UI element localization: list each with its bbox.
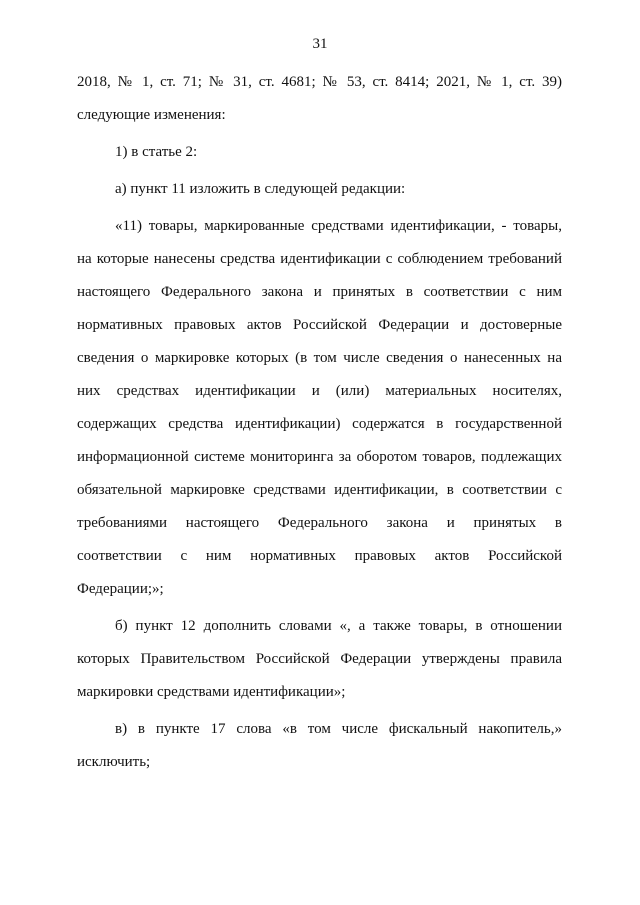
text-line: Федерации;»; <box>77 581 164 597</box>
text-line: обязательной маркировке средствами идентификации, в соответствии с <box>77 482 562 498</box>
text-line: 2018, № 1, ст. 71; № 31, ст. 4681; № 53, ст. 8414; 2021, № 1, ст. 39) <box>77 74 562 90</box>
text-line: «11) товары, маркированные средствами идентификации, - товары, <box>115 218 562 234</box>
text-line: информационной системе мониторинга за оборотом товаров, подлежащих <box>77 449 562 465</box>
text-line: б) пункт 12 дополнить словами «, а также товары, в отношении <box>115 618 562 634</box>
text-line: настоящего Федерального закона и принятых в соответствии с ним <box>77 284 562 300</box>
text-line: содержащих средства идентификации) содержатся в государственной <box>77 416 562 432</box>
text-line: 1) в статье 2: <box>115 144 198 160</box>
text-line: а) пункт 11 изложить в следующей редакции: <box>115 181 406 197</box>
text-line: исключить; <box>77 754 151 770</box>
text-line: нормативных правовых актов Российской Федерации и достоверные <box>77 317 562 333</box>
text-line: требованиями настоящего Федерального закона и принятых в <box>77 515 562 531</box>
text-line: маркировки средствами идентификации»; <box>77 684 346 700</box>
text-line: следующие изменения: <box>77 107 226 123</box>
text-line: соответствии с ним нормативных правовых актов Российской <box>77 548 562 564</box>
text-line: них средствах идентификации и (или) материальных носителях, <box>77 383 562 399</box>
text-line: в) в пункте 17 слова «в том числе фискальный накопитель,» <box>115 721 562 737</box>
text-line: которых Правительством Российской Федерации утверждены правила <box>77 651 562 667</box>
document-body <box>77 66 562 779</box>
page-number: 31 <box>312 36 328 52</box>
text-line: на которые нанесены средства идентификации с соблюдением требований <box>77 251 562 267</box>
text-line: сведения о маркировке которых (в том числе сведения о нанесенных на <box>77 350 562 366</box>
